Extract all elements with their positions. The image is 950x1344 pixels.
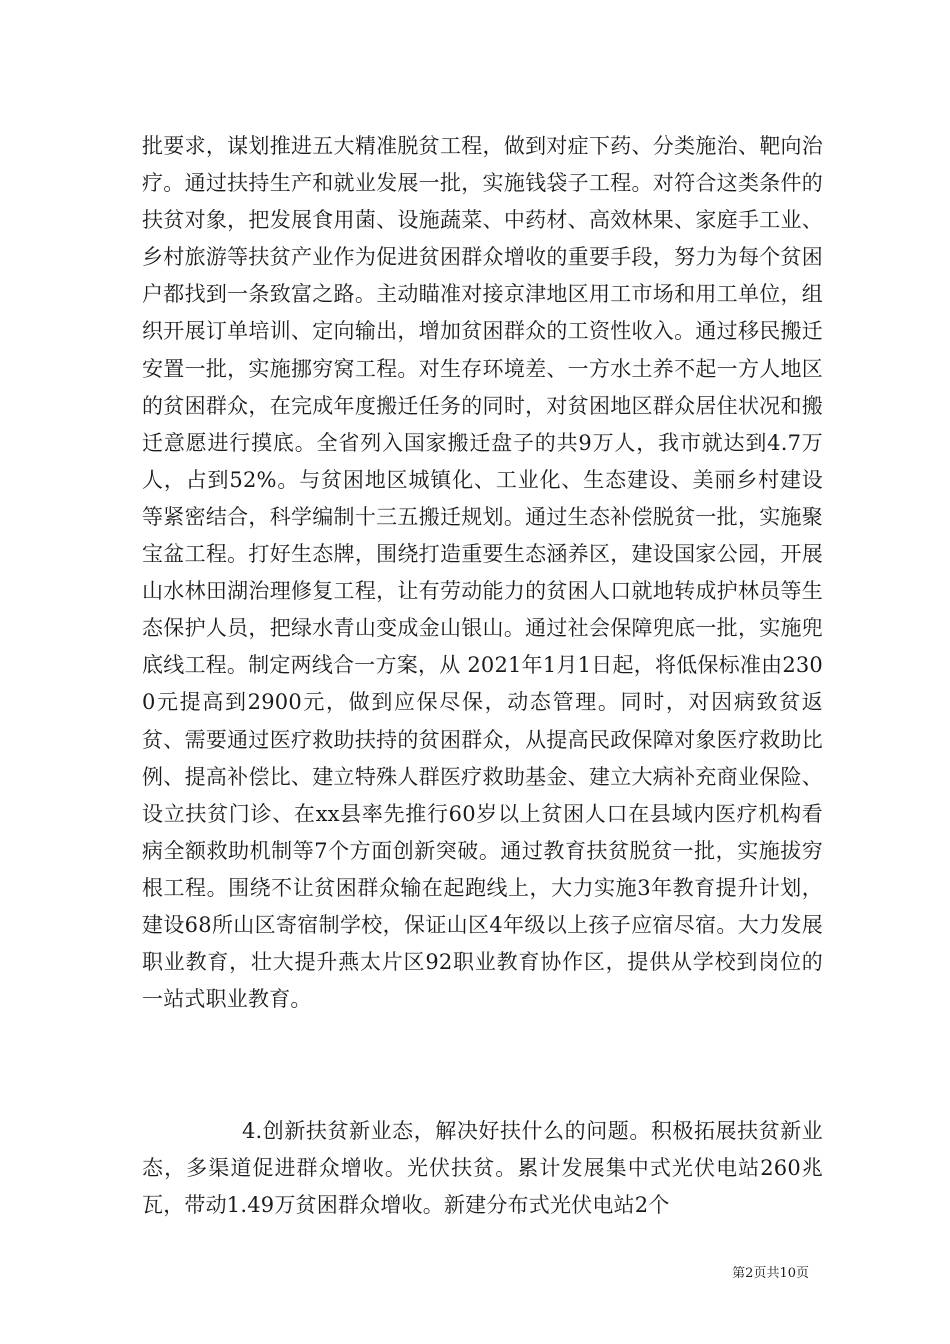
body-paragraph-1: 批要求，谋划推进五大精准脱贫工程，做到对症下药、分类施治、靶向治疗。通过扶持生产和就业发展一批，实施钱袋子工程。对符合这类条件的扶贫对象，把发展食用菌、设施蔬菜、中药材、高效林果、家庭手工业、乡村旅游等扶贫产业作为促进贫困群众增收的重要手段，努力为每个贫困户都找到一条致富之路。主动瞄准对接京津地区用工市场和用工单位，组织开展订单培训、定向输出，增加贫困群众的工资性收入。通过移民搬迁安置一批，实施挪穷窝工程。对生存环境差、一方水土养不起一方人地区的贫困群众，在完成年度搬迁任务的同时，对贫困地区群众居住状况和搬迁意愿进行摸底。全省列入国家搬迁盘子的共9万人，我市就达到4.7万人，占到52%。与贫困地区城镇化、工业化、生态建设、美丽乡村建设等紧密结合，科学编制十三五搬迁规划。通过生态补偿脱贫一批，实施聚宝盆工程。打好生态牌，围绕打造重要生态涵养区，建设国家公园，开展山水林田湖治理修复工程，让有劳动能力的贫困人口就地转成护林员等生态保护人员，把绿水青山变成金山银山。通过社会保障兜底一批，实施兜底线工程。制定两线合一方案，从 2021年1月1日起，将低保标准由2300元提高到2900元，做到应保尽保，动态管理。同时，对因病致贫返贫、需要通过医疗救助扶持的贫困群众，从提高民政保障对象医疗救助比例、提高补偿比、建立特殊人群医疗救助基金、建立大病补充商业保险、设立扶贫门诊、在xx县率先推行60岁以上贫困人口在县域内医疗机构看病全额救助机制等7个方面创新突破。通过教育扶贫脱贫一批，实施拔穷根工程。围绕不让贫困群众输在起跑线上，大力实施3年教育提升计划，建设68所山区寄宿制学校，保证山区4年级以上孩子应宿尽宿。大力发展职业教育，壮大提升燕太片区92职业教育协作区，提供从学校到岗位的一站式职业教育。 [142,134,823,1012]
body-paragraph-2: 4.创新扶贫新业态，解决好扶什么的问题。积极拓展扶贫新业态，多渠道促进群众增收。光伏扶贫。累计发展集中式光伏电站260兆瓦，带动1.49万贫困群众增收。新建分布式光伏电站2个 [142,1119,823,1218]
page-number-footer: 第2页共10页 [732,1266,809,1281]
